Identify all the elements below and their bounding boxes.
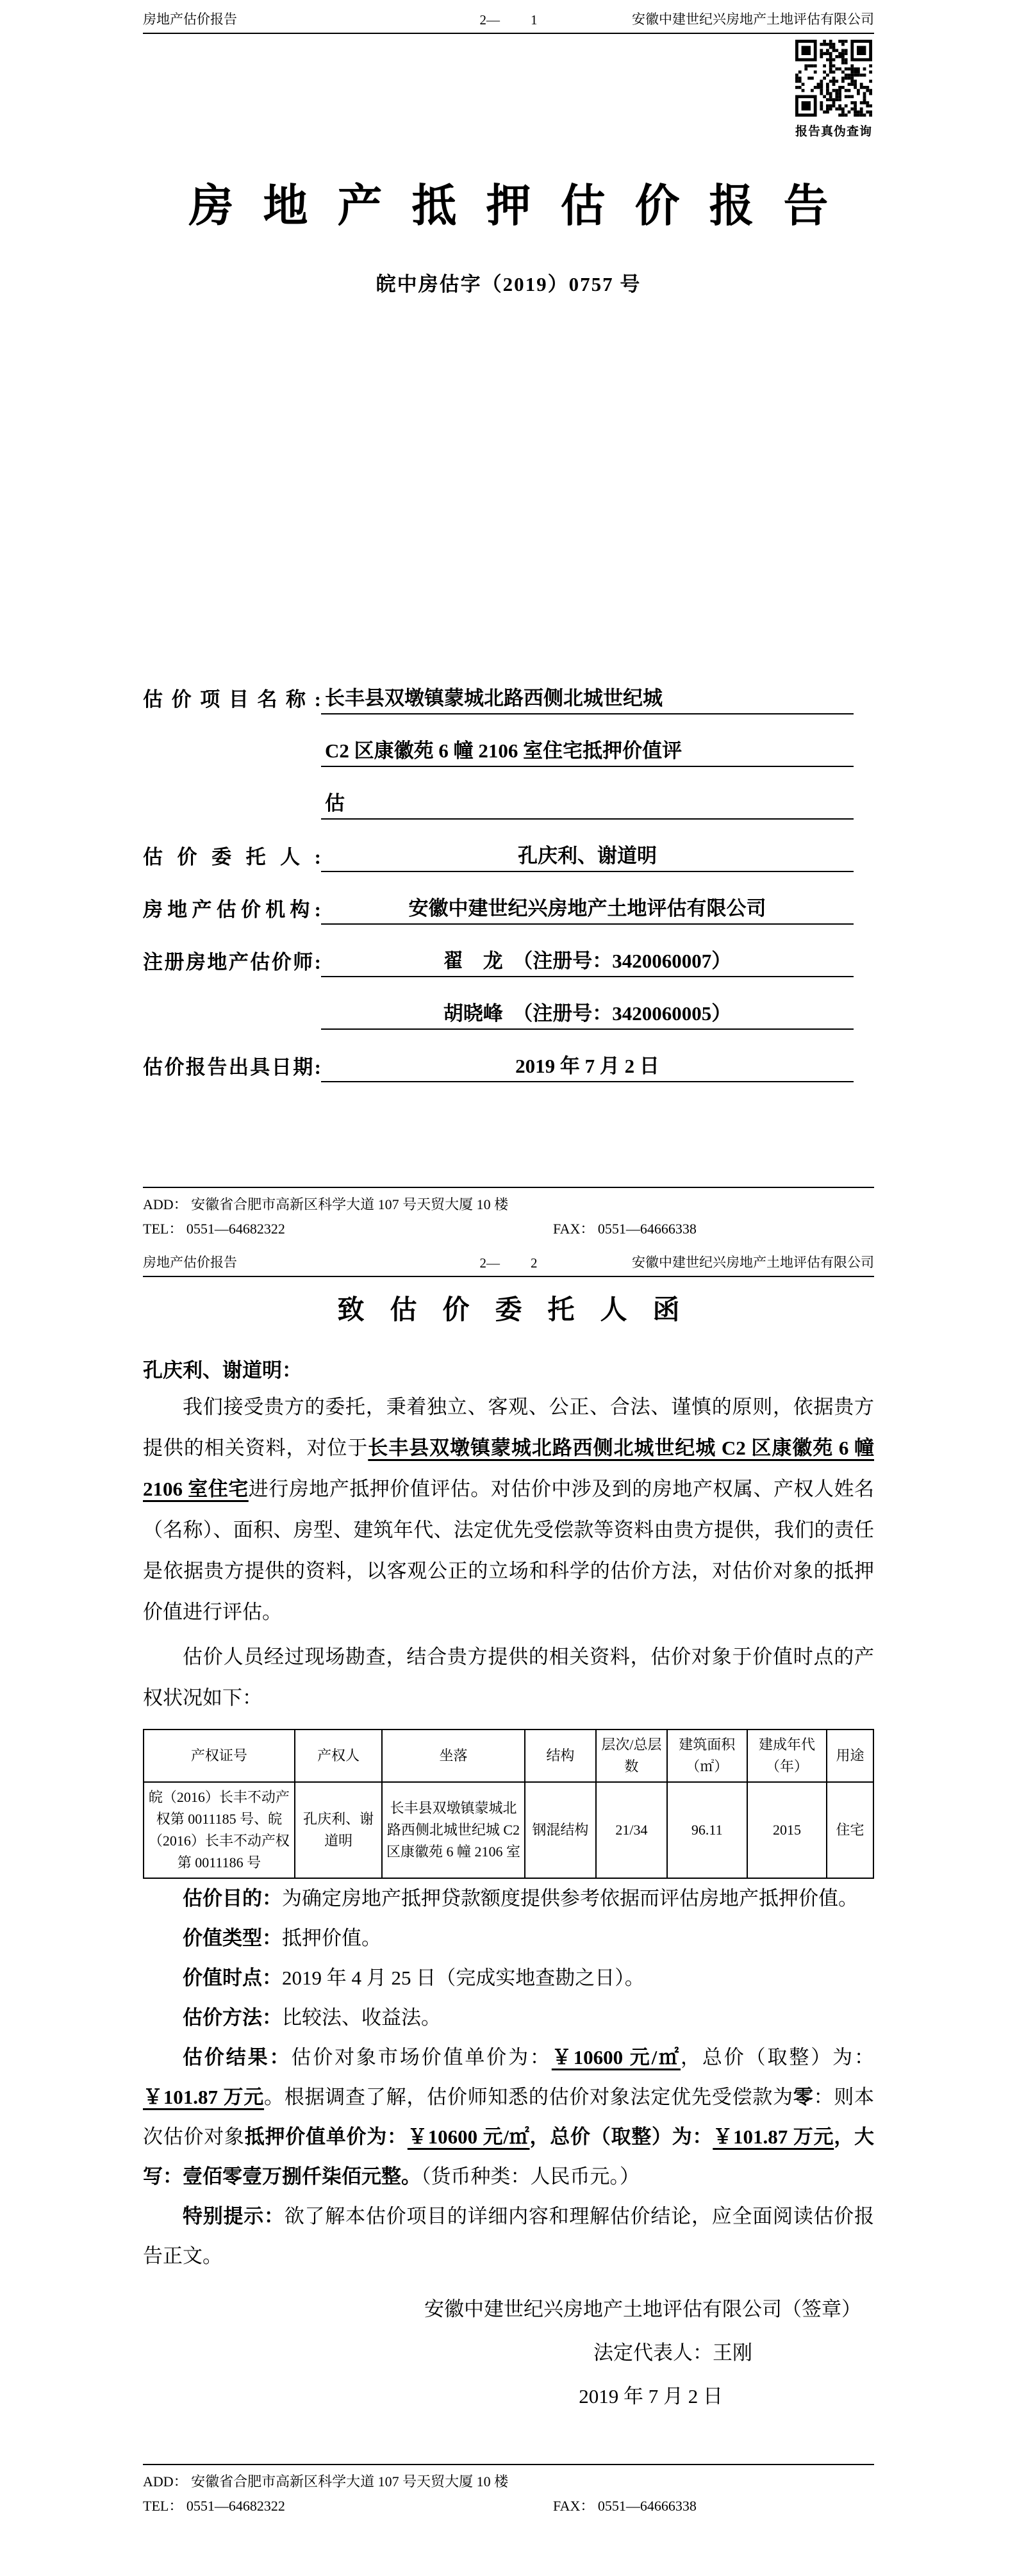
- page-current: 1: [531, 12, 538, 28]
- page-number: [480, 12, 538, 28]
- field-label-spacer: [143, 1027, 321, 1030]
- table-cell-cert-number: 皖（2016）长丰不动产权第 0011185 号、皖（2016）长丰不动产权第 0011186 号: [144, 1782, 295, 1878]
- field-label-report-date: 估价报告出具日期:: [143, 1056, 321, 1078]
- form-row-project-name-3: [143, 767, 854, 820]
- item-appraisal-method: 估价方法：比较法、收益法。: [183, 2006, 441, 2029]
- table-header-row: [144, 1730, 873, 1782]
- signature-block: [143, 2288, 874, 2418]
- form-row-project-name-1: [143, 662, 854, 714]
- table-cell-usage: 住宅: [827, 1782, 873, 1878]
- field-value-appraiser-2: 胡晓峰 （注册号：3420060005）: [321, 997, 854, 1030]
- page-number: [480, 1255, 538, 1271]
- field-value-project-1: 长丰县双墩镇蒙城北路西侧北城世纪城: [321, 682, 854, 714]
- page-current: 2: [531, 1255, 538, 1271]
- page-total: 2—: [479, 1255, 500, 1271]
- field-label-project: 估价项目名称:: [143, 688, 321, 711]
- table-cell-owner: 孔庆利、谢道明: [295, 1782, 383, 1878]
- footer-contact: [143, 1218, 874, 1238]
- field-value-report-date: 2019 年 7 月 2 日: [321, 1050, 854, 1082]
- field-label-spacer: [143, 817, 321, 820]
- signature-company: 安徽中建世纪兴房地产土地评估有限公司（签章）: [424, 2298, 861, 2320]
- item-appraisal-purpose: 估价目的：为确定房地产抵押贷款额度提供参考依据而评估房地产抵押价值。: [183, 1887, 858, 1910]
- table-row: [144, 1782, 873, 1878]
- table-header-cell: 建筑面积（㎡）: [667, 1730, 747, 1782]
- footer-address: ADD： 安徽省合肥市高新区科学大道 107 号天贸大厦 10 楼: [143, 1196, 509, 1212]
- qr-verification-block: [793, 40, 874, 139]
- signature-legal-rep: 法定代表人：王刚: [593, 2341, 752, 2364]
- field-value-client: 孔庆利、谢道明: [321, 839, 854, 872]
- table-header-cell: 结构: [525, 1730, 597, 1782]
- table-header-cell: 用途: [827, 1730, 873, 1782]
- property-rights-table: [143, 1729, 874, 1879]
- header-doc-title: 房地产估价报告: [143, 1255, 237, 1270]
- page-footer: [143, 1187, 874, 1238]
- letter-title: 致估价委托人函: [337, 1296, 706, 1325]
- form-row-client: [143, 820, 854, 872]
- footer-tel: TEL： 0551—64682322: [143, 2498, 285, 2514]
- field-label-appraisers: 注册房地产估价师:: [143, 951, 321, 973]
- table-cell-year: 2015: [747, 1782, 827, 1878]
- table-header-cell: 坐落: [382, 1730, 524, 1782]
- field-value-agency: 安徽中建世纪兴房地产土地评估有限公司: [321, 892, 854, 925]
- qr-caption: 报告真伪查询: [795, 125, 872, 138]
- field-label-spacer: [143, 764, 321, 767]
- report-page-2: [0, 1243, 1017, 2576]
- field-value-appraiser-1: 翟 龙 （注册号：3420060007）: [321, 945, 854, 977]
- header-company-name: 安徽中建世纪兴房地产土地评估有限公司: [632, 12, 874, 27]
- item-appraisal-result: 估价结果：估价对象市场价值单价为：￥10600 元/㎡，总价（取整）为：￥101.87 万元。根据调查了解，估价师知悉的估价对象法定优先受偿款为零：则本次估价对象抵押价值单价为：￥10600 元/㎡，总价（取整）为：￥101.87 万元，大写：壹佰零壹万捌仟柒佰元整。（货币种类：人民币元。）: [143, 2046, 875, 2188]
- cover-form: [143, 662, 854, 1082]
- table-cell-location: 长丰县双墩镇蒙城北路西侧北城世纪城 C2 区康徽苑 6 幢 2106 室: [382, 1782, 524, 1878]
- field-value-project-3: 估: [321, 787, 854, 820]
- table-cell-floor: 21/34: [596, 1782, 666, 1878]
- letter-paragraph-2: 估价人员经过现场勘查，结合贵方提供的相关资料，估价对象于价值时点的产权状况如下：: [143, 1646, 874, 1709]
- footer-tel: TEL： 0551—64682322: [143, 1221, 285, 1237]
- report-number: 皖中房估字（2019）0757 号: [376, 273, 641, 295]
- qr-code-icon: [795, 40, 872, 117]
- table-header-cell: 产权人: [295, 1730, 383, 1782]
- form-row-project-name-2: [143, 714, 854, 767]
- header-company-name: 安徽中建世纪兴房地产土地评估有限公司: [632, 1255, 874, 1270]
- table-header-cell: 建成年代（年）: [747, 1730, 827, 1782]
- header-doc-title: 房地产估价报告: [143, 12, 237, 27]
- item-special-note: 特别提示：欲了解本估价项目的详细内容和理解估价结论，应全面阅读估价报告正文。: [143, 2205, 875, 2267]
- form-row-agency: [143, 872, 854, 925]
- field-value-project-2: C2 区康徽苑 6 幢 2106 室住宅抵押价值评: [321, 734, 854, 767]
- form-row-report-date: [143, 1030, 854, 1082]
- table-cell-structure: 钢混结构: [525, 1782, 597, 1878]
- signature-date: 2019 年 7 月 2 日: [579, 2385, 723, 2407]
- page-total: 2—: [479, 12, 500, 28]
- form-row-appraiser-1: [143, 925, 854, 977]
- salutation: 孔庆利、谢道明：: [143, 1359, 302, 1382]
- report-title: 房地产抵押估价报告: [188, 182, 858, 231]
- letter-paragraph-1: 我们接受贵方的委托，秉着独立、客观、公正、合法、谨慎的原则，依据贵方提供的相关资料，对位于长丰县双墩镇蒙城北路西侧北城世纪城 C2 区康徽苑 6 幢2106 室住宅进行房地产抵押价值评估。对估价中涉及到的房地产权属、产权人姓名（名称）、面积、房型、建筑年代、法定优先受偿款等资料由贵方提供，我们的责任是依据贵方提供的资料，以客观公正的立场和科学的估价方法，对估价对象的抵押价值进行评估。: [143, 1396, 875, 1623]
- table-header-cell: 层次/总层数: [596, 1730, 666, 1782]
- footer-fax: FAX： 0551—64666338: [553, 2498, 697, 2514]
- form-row-appraiser-2: [143, 977, 854, 1030]
- item-value-type: 价值类型：抵押价值。: [183, 1927, 381, 1949]
- item-value-date: 价值时点：2019 年 4 月 25 日（完成实地查勘之日）。: [183, 1967, 645, 1989]
- field-label-agency: 房地产估价机构:: [143, 898, 321, 921]
- footer-address: ADD： 安徽省合肥市高新区科学大道 107 号天贸大厦 10 楼: [143, 2473, 509, 2489]
- field-label-client: 估价委托人:: [143, 846, 321, 868]
- table-header-cell: 产权证号: [144, 1730, 295, 1782]
- report-page-1: [0, 0, 1017, 1243]
- table-cell-area: 96.11: [667, 1782, 747, 1878]
- page-header: [143, 0, 874, 34]
- page-header: [143, 1243, 874, 1277]
- footer-contact: [143, 2495, 874, 2515]
- footer-fax: FAX： 0551—64666338: [553, 1221, 697, 1237]
- page-footer: [143, 2464, 874, 2515]
